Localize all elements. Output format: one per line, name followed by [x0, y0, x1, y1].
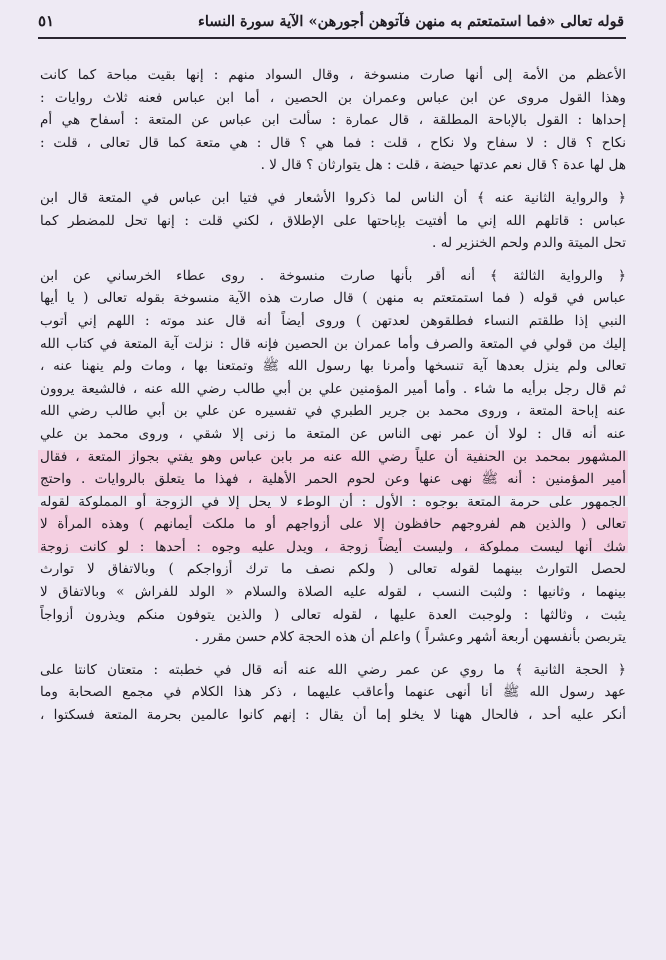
text-line: وهذا القول مروى عن ابن عباس وعمران بن الحصين ، أما ابن عباس فعنه ثلاث روايات :	[40, 89, 626, 106]
text-line: تعالى ( والذين هم لفروجهم حافظون إلا على أزواجهم أو ما ملكت أيمانهم ) وهذه المرأة لا	[40, 516, 626, 533]
paragraph	[40, 265, 626, 649]
text-line: عباس : قاتلهم الله إني ما أفتيت بإباحتها على الإطلاق ، لكني قلت : إنها تحل للمضطر كما	[40, 212, 626, 229]
text-line: إليك من قولي في المتعة والصرف وأما عمران بن الحصين فإنه قال : نزلت آية المتعة في كتاب الله	[40, 335, 626, 352]
header-title: قوله تعالى «فما استمتعتم به منهن فآتوهن أجورهن» الآية سورة النساء	[198, 12, 624, 30]
text-line: إحداها : القول بالإباحة المطلقة ، قال عمارة : سألت ابن عباس عن المتعة : أسفاح هي أم	[40, 112, 626, 129]
text-line: تحل الميتة والدم ولحم الخنزير له .	[432, 235, 626, 252]
text-line: بينهما ، وثانيها : ولثبت النسب ، لقوله عليه الصلاة والسلام « الولد للفراش » وبالاتفاق لا	[40, 584, 626, 601]
text-line: المشهور بمحمد بن الحنفية أن علياً رضي الله عنه مر بابن عباس وهو يفتي بجواز المتعة ، فقال	[40, 448, 626, 465]
paragraph	[40, 64, 626, 177]
text-line: أنكر عليه أحد ، فالحال ههنا لا يخلو إما أن يقال : إنهم كانوا عالمين بحرمة المتعة فسكتوا ،	[40, 707, 626, 724]
text-line: يثبت ، وثالثها : ولوجبت العدة عليها ، لقوله تعالى ( والذين يتوفون منكم ويذرون أزواجاً	[40, 606, 626, 623]
text-line: عنه أنه قال : لولا أن عمر نهى الناس عن المتعة ما زنى إلا شقي ، وروى محمد بن علي	[40, 425, 626, 442]
text-line: النبي إذا طلقتم النساء فطلقوهن لعدتهن ) وروى أيضاً أنه قال عند موته : اللهم إني أتوب	[40, 312, 626, 329]
paragraph	[40, 187, 626, 255]
text-line: عباس في قوله ( فما استمتعتم به منهن ) قال صارت هذه الآية منسوخة بقوله تعالى ( يا أيها	[40, 290, 626, 307]
page-number: ٥١	[38, 12, 55, 30]
running-header	[38, 4, 624, 38]
text-line: عنه إباحة المتعة ، وروى محمد بن جرير الطبري في تفسيره عن علي بن أبي طالب رضي الله	[40, 403, 626, 420]
text-line: لحصل التوارث بينهما لقوله تعالى ( ولكم نصف ما ترك أزواجكم ) وبالاتفاق لا توارث	[40, 561, 626, 578]
text-line: ﴿ والرواية الثانية عنه ﴾ أن الناس لما ذكروا الأشعار في فتيا ابن عباس في المتعة قال ابن	[40, 189, 626, 206]
text-line: تعالى ولم ينزل بعدها آية تنسخها وأمرنا بها رسول الله ﷺ وتمتعنا بها ، ومات ولم ينهنا عنه ،	[40, 358, 626, 375]
header-rule	[38, 37, 626, 39]
text-line: ثم قال رجل برأيه ما شاء . وأما أمير المؤمنين علي بن أبي طالب رضي الله عنه ، فالشيعة يروون	[40, 380, 626, 397]
text-line: الجمهور على حرمة المتعة بوجوه : الأول : أن الوطء لا يحل إلا في الزوجة أو المملوكة لقوله	[40, 493, 626, 510]
text-line: ﴿ الحجة الثانية ﴾ ما روي عن عمر رضي الله عنه أنه قال في خطبته : متعتان كانتا على	[40, 661, 626, 678]
paragraph	[40, 659, 626, 727]
text-line: الأعظم من الأمة إلى أنها صارت منسوخة ، وقال السواد منهم : إنها بقيت مباحة كما كانت	[40, 67, 626, 83]
text-line: يتربصن بأنفسهن أربعة أشهر وعشراً ) واعلم أن هذه الحجة كلام حسن مقرر .	[194, 629, 626, 646]
text-line: ﴿ والرواية الثالثة ﴾ أنه أقر بأنها صارت منسوخة . روى عطاء الخرساني عن ابن	[40, 267, 626, 284]
text-line: عهد رسول الله ﷺ أنا أنهى عنهما وأعاقب عليهما ، ذكر هذا الكلام في مجمع الصحابة وما	[40, 684, 626, 701]
text-line: شك أنها ليست مملوكة ، وليست أيضاً زوجة ، ويدل عليه وجوه : أحدها : لو كانت زوجة	[40, 538, 626, 555]
text-line: أمير المؤمنين : أنه ﷺ نهى عنها وعن لحوم الحمر الأهلية ، فهذا ما يتعلق بالروايات . واحتج	[40, 471, 626, 488]
body-text	[40, 64, 626, 727]
text-line: نكاح ؟ قال : لا سفاح ولا نكاح ، قلت : فما هي ؟ قال : هي متعة كما قال تعالى ، قلت :	[40, 134, 626, 151]
text-line: هل لها عدة ؟ قال نعم عدتها حيضة ، قلت : هل يتوارثان ؟ قال لا .	[260, 157, 626, 174]
